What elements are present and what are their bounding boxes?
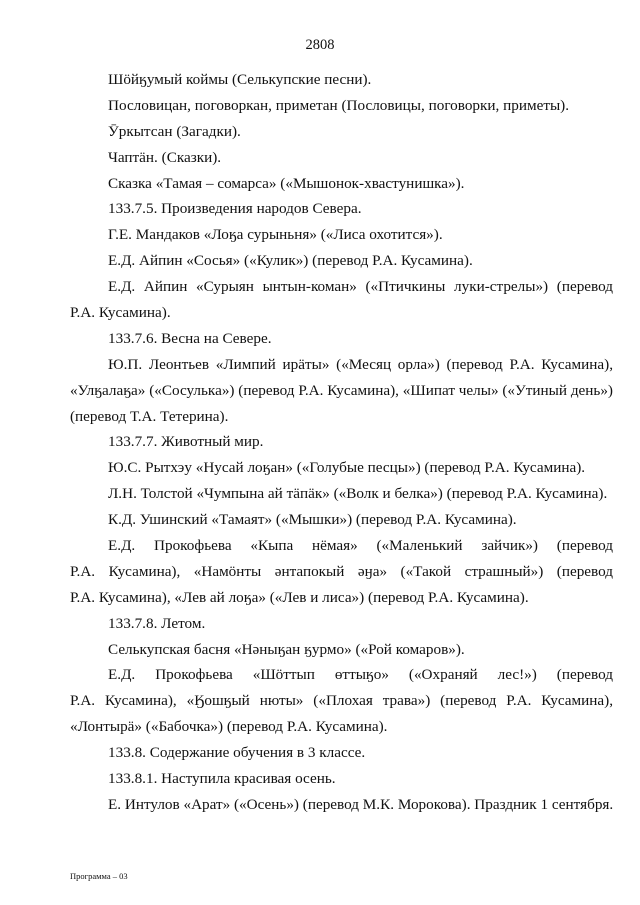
text-line: (перевод Т.А. Тетерина). <box>70 407 229 425</box>
document-body <box>70 67 613 818</box>
page-footer: Программа – 03 <box>70 871 128 881</box>
section-heading: 133.7.6. Весна на Севере. <box>108 329 272 347</box>
text-line: Л.Н. Толстой «Чумпына ай тӓпӓк» («Волк и белка») (перевод Р.А. Кусамина). <box>108 485 608 503</box>
text-line: Е.Д. Айпин «Сурыян ынтын-коман» («Птичкины луки-стрелы») (перевод <box>108 278 613 296</box>
text-line: «Улӄалаӄа» («Сосулька») (перевод Р.А. Кусамина), «Шипат челы» («Утиный день») <box>70 381 613 399</box>
text-line: Е. Интулов «Арат» («Осень») (перевод М.К. Морокова). Праздник 1 сентября. <box>108 795 614 813</box>
text-line: Г.Е. Мандаков «Лоӄа сурыньня» («Лиса охотится»). <box>108 226 443 244</box>
text-line: Ю.С. Рытхэу «Нусай лоӄан» («Голубые песцы») (перевод Р.А. Кусамина). <box>108 459 586 477</box>
section-heading: 133.7.7. Животный мир. <box>108 433 264 451</box>
text-line: Ю.П. Леонтьев «Лимпий ирӓты» («Месяц орла») (перевод Р.А. Кусамина), <box>108 355 613 373</box>
text-line: Ӯркытсан (Загадки). <box>108 122 241 140</box>
text-line: Селькупская басня «Нәныӄан ӄурмо» («Рой комаров»). <box>108 640 465 658</box>
text-line: Пословицан, поговоркан, приметан (Пословицы, поговорки, приметы). <box>108 96 570 114</box>
section-heading: 133.7.8. Летом. <box>108 614 206 632</box>
text-line: Е.Д. Прокофьева «Шӧттып өттыӄо» («Охраняй лес!») (перевод <box>108 666 613 684</box>
text-line: Шӧйӄумый коймы (Селькупские песни). <box>108 71 372 88</box>
text-line: Е.Д. Айпин «Сосья» («Кулик») (перевод Р.А. Кусамина). <box>108 252 473 270</box>
text-line: Р.А. Кусамина). <box>70 304 171 322</box>
text-line: «Лонтырӓ» («Бабочка») (перевод Р.А. Кусамина). <box>70 718 388 736</box>
text-line: Р.А. Кусамина), «Намӧнты әнтапокый әӈа» («Такой страшный») (перевод <box>70 562 613 580</box>
section-heading: 133.7.5. Произведения народов Севера. <box>108 200 362 218</box>
text-line: Р.А. Кусамина), «Ӄошӄый нюты» («Плохая трава») (перевод Р.А. Кусамина), <box>70 692 613 710</box>
text-line: Е.Д. Прокофьева «Кыпа нёмая» («Маленький зайчик») (перевод <box>108 537 613 555</box>
page-number: 2808 <box>305 37 335 53</box>
section-heading: 133.8. Содержание обучения в 3 классе. <box>108 744 366 762</box>
text-line: Чаптӓн. (Сказки). <box>108 148 222 166</box>
text-line: Р.А. Кусамина), «Лев ай лоӄа» («Лев и лиса») (перевод Р.А. Кусамина). <box>70 588 529 606</box>
text-line: Сказка «Тамая – сомарса» («Мышонок-хвастунишка»). <box>108 174 465 192</box>
text-line: К.Д. Ушинский «Тамаят» («Мышки») (перевод Р.А. Кусамина). <box>108 511 517 529</box>
section-heading: 133.8.1. Наступила красивая осень. <box>108 770 336 788</box>
